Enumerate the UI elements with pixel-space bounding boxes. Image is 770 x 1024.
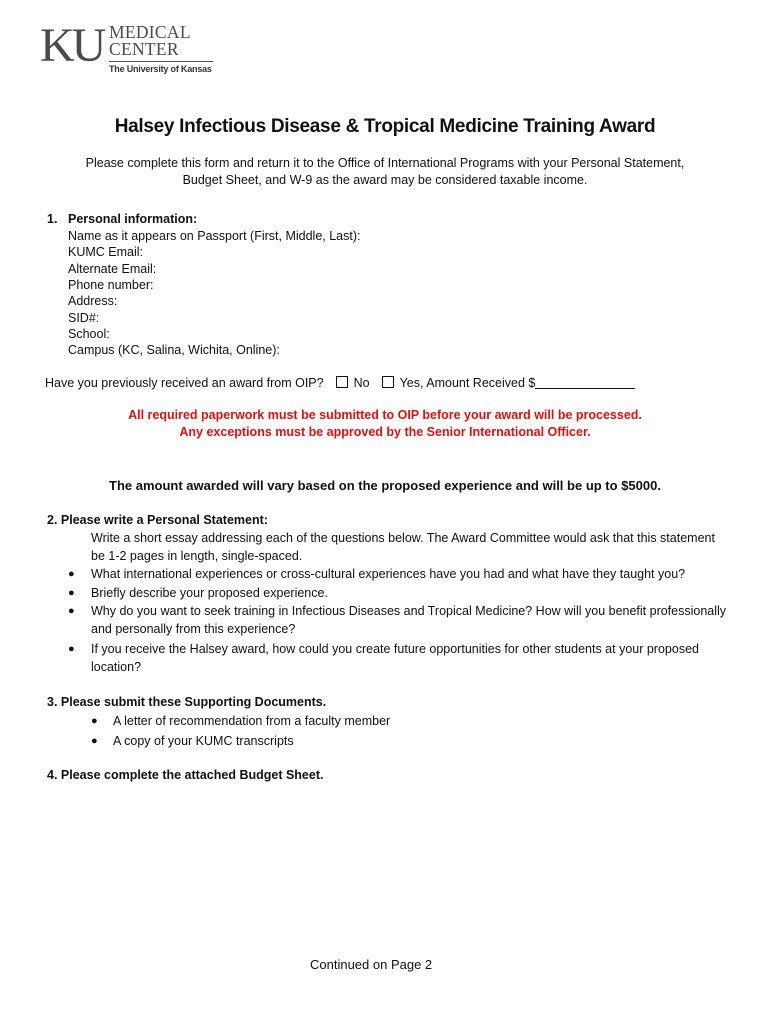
amount-note: The amount awarded will vary based on the proposed experience and will be up to $5000. <box>109 478 661 493</box>
field-alternate-email: Alternate Email: <box>68 262 157 276</box>
section3-heading: 3. Please submit these Supporting Documents. <box>47 695 327 709</box>
section4-heading: 4. Please complete the attached Budget Sheet. <box>47 768 324 782</box>
bullet-icon: ● <box>91 715 98 727</box>
option-no-label: No <box>353 376 370 390</box>
field-address: Address: <box>68 294 118 308</box>
section1-heading: Personal information: <box>68 212 198 226</box>
essay-question-3: Why do you want to seek training in Infectious Diseases and Tropical Medicine? How will you benefit professionally <box>91 604 727 618</box>
essay-question-1: What international experiences or cross-cultural experiences have you had and what have they taught you? <box>91 567 686 581</box>
option-yes-label: Yes, Amount Received $ <box>399 376 536 390</box>
oip-question-row <box>45 376 635 390</box>
logo-divider <box>109 61 213 62</box>
bullet-icon: ● <box>68 587 75 599</box>
intro-line-2: Budget Sheet, and W-9 as the award may be considered taxable income. <box>182 173 588 187</box>
oip-question-text: Have you previously received an award from OIP? <box>45 376 324 390</box>
essay-question-2: Briefly describe your proposed experience. <box>91 586 328 600</box>
bullet-icon: ● <box>68 605 75 617</box>
essay-question-3-cont: and personally from this experience? <box>91 622 296 636</box>
logo-center: CENTER <box>109 39 179 59</box>
intro-line-1: Please complete this form and return it to the Office of International Programs with your Personal Statement, <box>85 156 685 170</box>
essay-question-4-cont: location? <box>91 660 142 674</box>
field-sid: SID#: <box>68 311 100 325</box>
notice-line-1: All required paperwork must be submitted to OIP before your award will be processed. <box>128 408 642 422</box>
document-item-1: A letter of recommendation from a faculty member <box>113 714 391 728</box>
document-item-2: A copy of your KUMC transcripts <box>113 734 294 748</box>
bullet-icon: ● <box>91 735 98 747</box>
field-school: School: <box>68 327 110 341</box>
section2-intro-line-2: be 1-2 pages in length, single-spaced. <box>91 549 303 563</box>
section2-heading: 2. Please write a Personal Statement: <box>47 513 268 527</box>
bullet-icon: ● <box>68 568 75 580</box>
section1-number: 1. <box>47 212 58 226</box>
kumc-logo <box>40 20 220 78</box>
amount-blank-line[interactable] <box>535 377 635 389</box>
checkbox-no[interactable] <box>336 376 348 388</box>
page-title: Halsey Infectious Disease & Tropical Medicine Training Award <box>114 116 656 137</box>
essay-question-4: If you receive the Halsey award, how could you create future opportunities for other students at your proposed <box>91 642 699 656</box>
section2-intro-line-1: Write a short essay addressing each of the questions below. The Award Committee would ask that this statement <box>91 531 715 545</box>
field-phone: Phone number: <box>68 278 154 292</box>
field-passport-name: Name as it appears on Passport (First, Middle, Last): <box>68 229 361 243</box>
bullet-icon: ● <box>68 643 75 655</box>
checkbox-yes[interactable] <box>382 376 394 388</box>
field-kumc-email: KUMC Email: <box>68 245 144 259</box>
notice-line-2: Any exceptions must be approved by the Senior International Officer. <box>179 425 591 439</box>
logo-medical: MEDICAL <box>109 22 191 42</box>
logo-university: The University of Kansas <box>109 64 212 74</box>
field-campus: Campus (KC, Salina, Wichita, Online): <box>68 343 280 357</box>
footer-continued: Continued on Page 2 <box>310 957 433 972</box>
logo-ku: KU <box>40 19 104 72</box>
